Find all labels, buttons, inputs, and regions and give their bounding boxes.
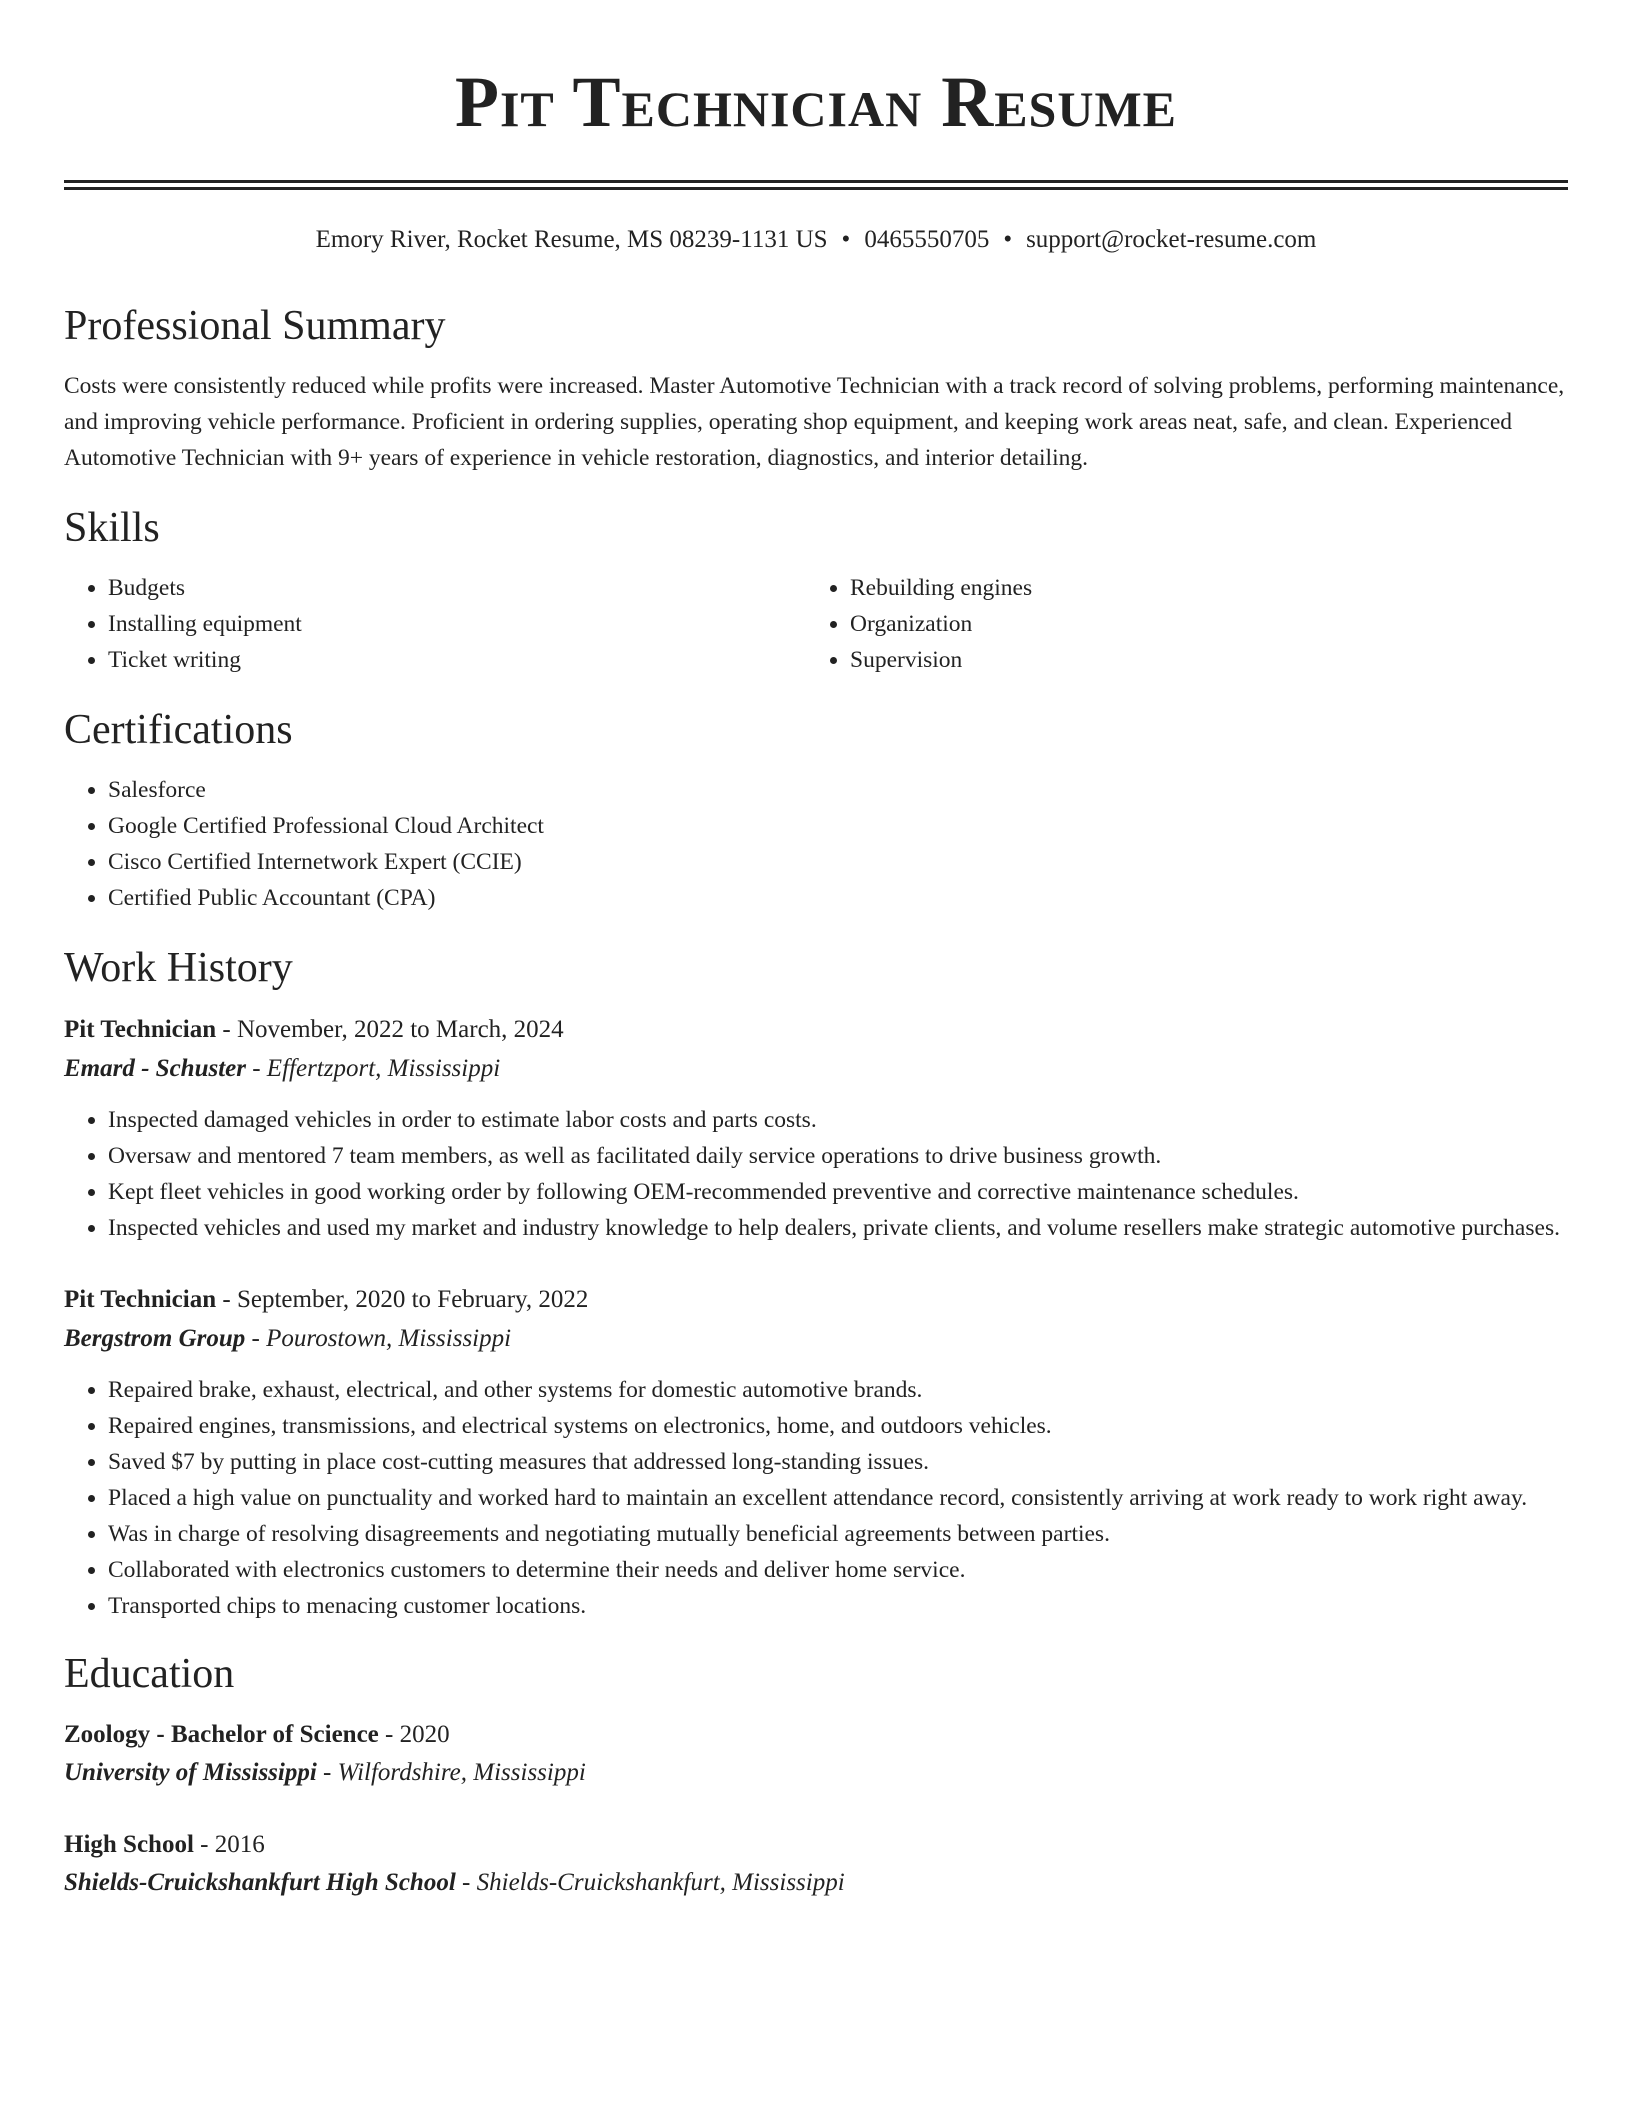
contact-line <box>64 224 1568 256</box>
job-location: - Pourostown, Mississippi <box>245 1325 512 1352</box>
job-bullets <box>64 1372 1568 1624</box>
education-degree: High School <box>64 1831 194 1858</box>
certification-item: • Salesforce <box>108 772 1568 808</box>
skill-item: • Budgets <box>108 570 806 606</box>
education-degree-line <box>64 1716 1568 1754</box>
education-entry <box>64 1826 1568 1902</box>
work-history-section <box>64 942 1568 1624</box>
education-year: - 2016 <box>193 1831 265 1858</box>
contact-separator: • <box>1003 226 1013 253</box>
education-location: - Wilfordshire, Mississippi <box>316 1759 586 1786</box>
job-bullet: • Was in charge of resolving disagreements and negotiating mutually beneficial agreements between parties. <box>108 1516 1568 1552</box>
professional-summary-section <box>64 300 1568 476</box>
education-heading: Education <box>64 1651 235 1697</box>
job-location: - Effertzport, Mississippi <box>245 1055 501 1082</box>
job-dates: - November, 2022 to March, 2024 <box>216 1016 564 1043</box>
education-school: University of Mississippi <box>64 1759 317 1786</box>
contact-address: Emory River, Rocket Resume, MS 08239-1131 US <box>315 226 828 253</box>
job-bullet: • Inspected vehicles and used my market and industry knowledge to help dealers, private clients, and volume resellers make strategic automotive purchases. <box>108 1210 1568 1246</box>
education-school-line <box>64 1864 1568 1902</box>
education-section <box>64 1648 1568 1902</box>
job-company: Bergstrom Group <box>64 1325 246 1352</box>
certifications-list <box>64 772 1568 916</box>
education-year: - 2020 <box>378 1721 450 1748</box>
certification-item: • Certified Public Accountant (CPA) <box>108 880 1568 916</box>
education-degree-line <box>64 1826 1568 1864</box>
job-title-line <box>64 1010 1568 1050</box>
certification-item: • Cisco Certified Internetwork Expert (CCIE) <box>108 844 1568 880</box>
title-double-rule <box>64 180 1568 190</box>
job-bullet: • Oversaw and mentored 7 team members, as well as facilitated daily service operations to drive business growth. <box>108 1138 1568 1174</box>
contact-phone: 0465550705 <box>864 226 990 253</box>
job-bullet: • Placed a high value on punctuality and worked hard to maintain an excellent attendance record, consistently arriving at work ready to work right away. <box>108 1480 1568 1516</box>
job-bullet: • Repaired engines, transmissions, and electrical systems on electronics, home, and outdoors vehicles. <box>108 1408 1568 1444</box>
skill-item: • Supervision <box>850 642 1548 678</box>
skill-item: • Rebuilding engines <box>850 570 1548 606</box>
contact-separator: • <box>841 226 851 253</box>
job-bullet: • Saved $7 by putting in place cost-cutting measures that addressed long-standing issues. <box>108 1444 1568 1480</box>
job-company: Emard - Schuster <box>64 1055 246 1082</box>
skill-item: • Organization <box>850 606 1548 642</box>
certifications-section <box>64 704 1568 916</box>
skills-column-left <box>64 570 806 678</box>
job-entry <box>64 1280 1568 1624</box>
job-company-line <box>64 1050 1568 1088</box>
job-title-line <box>64 1280 1568 1320</box>
skill-item: • Ticket writing <box>108 642 806 678</box>
skills-heading: Skills <box>64 505 160 551</box>
job-title: Pit Technician <box>64 1016 217 1043</box>
education-degree: Zoology - Bachelor of Science <box>64 1721 379 1748</box>
skill-item: • Installing equipment <box>108 606 806 642</box>
job-bullet: • Transported chips to menacing customer locations. <box>108 1588 1568 1624</box>
certifications-heading: Certifications <box>64 707 293 753</box>
contact-email: support@rocket-resume.com <box>1026 226 1317 253</box>
summary-text: Costs were consistently reduced while profits were increased. Master Automotive Technician with a track record of solving problems, performing maintenance, and improving vehicle performance. Proficient in ordering supplies, operating shop equipment, and keeping work areas neat, safe, and clean. Experienced Automotive Technician with 9+ years of experience in vehicle restoration, diagnostics, and interior detailing. <box>64 373 1565 471</box>
education-location: - Shields-Cruickshankfurt, Mississippi <box>455 1869 845 1896</box>
skills-section <box>64 502 1568 678</box>
skills-grid <box>64 570 1568 678</box>
education-entry <box>64 1716 1568 1792</box>
skills-column-right <box>806 570 1548 678</box>
job-bullet: • Kept fleet vehicles in good working order by following OEM-recommended preventive and corrective maintenance schedules. <box>108 1174 1568 1210</box>
job-bullets <box>64 1102 1568 1246</box>
job-bullet: • Inspected damaged vehicles in order to estimate labor costs and parts costs. <box>108 1102 1568 1138</box>
resume-title: Pit Technician Resume <box>454 62 1177 142</box>
job-title: Pit Technician <box>64 1286 217 1313</box>
job-company-line <box>64 1320 1568 1358</box>
education-school-line <box>64 1754 1568 1792</box>
education-school: Shields-Cruickshankfurt High School <box>64 1869 456 1896</box>
work-history-heading: Work History <box>64 945 293 991</box>
job-dates: - September, 2020 to February, 2022 <box>216 1286 589 1313</box>
job-entry <box>64 1010 1568 1246</box>
job-bullet: • Repaired brake, exhaust, electrical, and other systems for domestic automotive brands. <box>108 1372 1568 1408</box>
certification-item: • Google Certified Professional Cloud Architect <box>108 808 1568 844</box>
summary-heading: Professional Summary <box>64 303 446 349</box>
job-bullet: • Collaborated with electronics customers to determine their needs and deliver home service. <box>108 1552 1568 1588</box>
